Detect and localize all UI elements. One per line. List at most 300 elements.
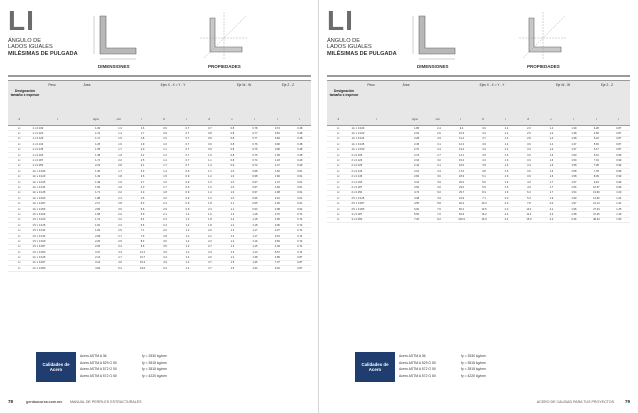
table-cell: LI [337, 202, 340, 206]
table-cell: LI [18, 126, 21, 130]
table-cell: 2.0 [118, 212, 122, 216]
table-cell: 0.7 [185, 164, 190, 168]
table-cell: 6.6 [140, 223, 145, 227]
table-cell: LI [18, 229, 21, 233]
table-cell: 1.4 [504, 132, 509, 136]
table-cell: 4.74 [414, 191, 420, 195]
table-cell: 37.25 [593, 212, 600, 216]
table-cell: 1½ x 0.109 [32, 212, 46, 216]
col-rz: r [618, 118, 620, 121]
col-t: t [57, 118, 59, 121]
table-cell: 1.2 [185, 223, 190, 227]
col-area: cm² [435, 118, 440, 121]
table-cell: 3.4 [208, 250, 212, 254]
table-cell: 1.4 [163, 159, 167, 163]
table-cell: 1.97 [571, 202, 577, 206]
table-cell: 9.02 [274, 266, 280, 270]
table-cell: 2 x 0.125 [351, 164, 363, 168]
table-cell: 4.3 [482, 159, 486, 163]
table-cell: 3.47 [95, 250, 101, 254]
table-cell: 3.0 [437, 159, 441, 163]
table-cell: 0.87 [297, 256, 303, 260]
table-cell: 1¾ x 0.109 [351, 126, 365, 130]
table-cell: LI [337, 191, 340, 195]
table-cell: 1.58 [571, 169, 577, 173]
table-cell: 6.4 [163, 266, 167, 270]
group-ww: Eje W - W [236, 83, 252, 87]
steel-grade-fy: fy = 4220 kg/cm² [142, 373, 168, 378]
table-cell: 1 x 0.187 [32, 159, 44, 163]
table-cell: 3.1 [140, 164, 145, 168]
table-cell: 2.2 [118, 218, 122, 222]
table-cell: 1¾ x 0.250 [32, 266, 46, 270]
table-cell: 0.98 [252, 175, 258, 179]
table-cell: 1.13 [252, 250, 258, 254]
table-cell: 2 x 0.109 [351, 153, 363, 157]
table-cell: 12.2 [459, 142, 465, 146]
table-cell: 3.3 [437, 169, 441, 173]
header-divider [327, 75, 630, 77]
column-headers [8, 118, 311, 124]
table-cell: 27.34 [593, 207, 600, 211]
table-cell: 6.41 [593, 153, 599, 157]
table-cell: 6.00 [414, 207, 420, 211]
table-cell: LI [337, 196, 340, 200]
table-cell: 1¾ x 0.187 [32, 261, 46, 265]
table-cell: LI [18, 132, 21, 136]
steel-grade-fy: fy = 3515 kg/cm² [142, 367, 168, 372]
table-cell: 3.7 [482, 137, 486, 141]
table-cell: 1.3 [118, 126, 122, 130]
right-table-body [327, 126, 630, 223]
table-cell: 1.8 [208, 223, 212, 227]
steel-grades-tag: Calidades de Acero [355, 352, 395, 382]
table-cell: 7.6 [140, 234, 145, 238]
table-cell: 1.9 [140, 142, 145, 146]
table-cell: 2.70 [274, 212, 280, 216]
table-cell: 1½ x 0.160 [32, 239, 46, 243]
table-cell: 1.6 [504, 175, 509, 179]
angle-properties-diagram [198, 10, 250, 62]
table-cell: 1.2 [185, 245, 190, 249]
col-iz: I [595, 118, 597, 121]
table-cell: LI [18, 207, 21, 211]
table-cell: 4.0 [118, 261, 122, 265]
table-cell: 3.0 [527, 142, 531, 146]
table-cell: 1.54 [571, 191, 577, 195]
table-cell: 1½ x 0.120 [32, 218, 46, 222]
table-cell: 4.9 [527, 185, 531, 189]
table-cell: 1.6 [140, 126, 145, 130]
table-cell: 7.0 [437, 212, 441, 216]
table-cell: 1.56 [571, 185, 577, 189]
table-cell: 3.06 [274, 223, 280, 227]
table-cell: 1.43 [95, 175, 101, 179]
table-cell: 1.1 [230, 202, 235, 206]
col-iz: I [276, 118, 278, 121]
table-cell: LI [337, 180, 340, 184]
table-cell: 1½ x 0.125 [32, 223, 46, 227]
table-cell: 1.50 [616, 218, 622, 222]
table-cell: 0.7 [185, 148, 190, 152]
table-cell: 1.30 [95, 169, 101, 173]
left-properties-table [8, 80, 311, 272]
table-cell: 0.48 [297, 142, 303, 146]
table-cell: 1.72 [274, 180, 280, 184]
table-cell: 6.4 [140, 218, 145, 222]
table-cell: 2.1 [208, 234, 212, 238]
table-cell: 1.18 [252, 212, 258, 216]
steel-grade-row [80, 353, 220, 360]
steel-grade-fy: fy = 2530 kg/cm² [461, 354, 487, 358]
table-cell: 2 x 0.145 [351, 175, 363, 179]
table-cell: 1.4 [549, 148, 554, 152]
table-cell: 1.8 [118, 175, 122, 179]
table-cell: 1.6 [504, 164, 509, 168]
table-cell: 2.2 [118, 159, 122, 163]
table-cell: 0.61 [297, 191, 303, 195]
table-cell: 2.29 [95, 239, 101, 243]
table-cell: 1.84 [274, 185, 280, 189]
table-cell: 3.08 [414, 196, 420, 200]
table-cell: 8.4 [482, 191, 486, 195]
table-cell: LI [337, 175, 340, 179]
table-cell: 1.6 [549, 153, 554, 157]
table-cell: 2.4 [437, 126, 441, 130]
table-cell: 1.05 [274, 153, 280, 157]
table-cell: 7.78 [593, 169, 599, 173]
table-cell: 0.81 [274, 132, 280, 136]
table-cell: 0.99 [616, 185, 622, 189]
table-cell: 1¾ x 0.145 [351, 142, 365, 146]
table-cell: 5.2 [118, 266, 122, 270]
table-cell: 1.49 [616, 212, 622, 216]
table-cell: 1.18 [252, 223, 258, 227]
col-d: d [337, 118, 340, 121]
col-s: S [482, 118, 484, 121]
table-cell: 2 x 0.120 [351, 159, 363, 163]
table-cell: 0.87 [616, 126, 622, 130]
table-cell: 0.72 [252, 164, 258, 168]
table-cell: 1.03 [95, 126, 101, 130]
right-header [327, 6, 630, 74]
table-cell: 0.74 [297, 234, 303, 238]
table-cell: 1 x 0.145 [32, 148, 44, 152]
table-cell: 10.7 [140, 256, 146, 260]
table-cell: 5.9 [140, 212, 145, 216]
table-cell: 1.1 [230, 207, 235, 211]
table-cell: 0.9 [208, 148, 212, 152]
table-cell: 2.3 [527, 126, 531, 130]
table-cell: 1.71 [95, 159, 101, 163]
table-cell: 3.4 [118, 245, 122, 249]
table-cell: 0.8 [208, 137, 212, 141]
table-cell: 8.39 [593, 175, 599, 179]
table-cell: 2½ x 0.250 [351, 207, 365, 211]
table-cell: 0.61 [297, 185, 303, 189]
table-cell: 1.4 [208, 191, 212, 195]
table-cell: 0.9 [185, 207, 190, 211]
table-cell: 1.4 [230, 256, 235, 260]
table-cell: 2.8 [118, 164, 122, 168]
steel-grade-fy: fy = 3515 kg/cm² [142, 360, 168, 365]
table-cell: 6.0 [437, 191, 441, 195]
table-cell: 81.9 [459, 212, 465, 216]
subtitle-line-1: ÁNGULO DE [327, 38, 360, 44]
table-cell: 1½ x 0.187 [32, 245, 46, 249]
table-cell: 4.39 [274, 245, 280, 249]
table-cell: 0.99 [616, 153, 622, 157]
table-cell: 2.3 [163, 202, 167, 206]
col-rw: r [573, 118, 574, 121]
table-cell: 2.36 [571, 218, 577, 222]
table-cell: 0.8 [230, 148, 235, 152]
subtitle-line-1: ÁNGULO DE [8, 38, 41, 44]
table-cell: 1.00 [616, 191, 622, 195]
table-cell: 3.6 [118, 207, 122, 211]
table-cell: 7.28 [593, 164, 599, 168]
table-cell: 0.9 [208, 142, 212, 146]
table-cell: 9.4 [459, 126, 464, 130]
table-cell: 1.15 [252, 245, 258, 249]
col-kgm: kg/m [93, 118, 99, 121]
table-cell: 0.9 [163, 132, 167, 136]
table-cell: 3.6 [437, 175, 441, 179]
table-cell: 0.74 [297, 239, 303, 243]
table-cell: 1.6 [504, 159, 509, 163]
group-zz: Eje Z - Z [600, 83, 614, 87]
table-cell: 1.7 [118, 169, 122, 173]
table-cell: 1.7 [140, 132, 145, 136]
angle-dimension-diagram [409, 10, 461, 62]
table-cell: 4.28 [593, 126, 599, 130]
table-cell: 1.3 [208, 180, 212, 184]
table-cell: 1.4 [549, 126, 554, 130]
table-cell: 0.97 [252, 191, 258, 195]
table-cell: 1¾ x 0.120 [351, 132, 365, 136]
table-cell: 1¼ x 0.120 [32, 175, 46, 179]
table-cell: 1.37 [571, 148, 577, 152]
table-cell: 3.0 [163, 239, 167, 243]
table-cell: 60.2 [459, 207, 465, 211]
table-cell: 1.39 [571, 126, 577, 130]
col-kgm: kg/m [412, 118, 418, 121]
col-d: d [18, 118, 21, 121]
table-cell: LI [18, 218, 21, 222]
table-cell: 4.7 [208, 266, 212, 270]
table-cell: 10.57 [593, 185, 600, 189]
table-cell: 1.5 [230, 261, 235, 265]
table-cell: 2.13 [95, 256, 101, 260]
table-cell: 0.8 [230, 142, 235, 146]
table-cell: 0.7 [185, 137, 190, 141]
table-cell: 2.7 [208, 245, 212, 249]
table-cell: 1.99 [571, 196, 577, 200]
table-cell: 1.0 [208, 153, 212, 157]
table-cell: 46.4 [459, 202, 465, 206]
table-cell: 0.99 [616, 175, 622, 179]
table-cell: 1.6 [549, 175, 554, 179]
table-cell: 2.5 [527, 132, 531, 136]
table-cell: 2.82 [414, 175, 420, 179]
subtitle-line-3: MILÉSIMAS DE PULGADA [8, 50, 78, 57]
table-cell: 5.50 [414, 212, 420, 216]
table-cell: 1¾ x 0.134 [351, 137, 365, 141]
table-cell: LI [337, 126, 340, 130]
table-cell: 0.62 [297, 207, 303, 211]
table-cell: 0.75 [252, 153, 258, 157]
designation-header: Designación tamaño x espesor [10, 89, 40, 98]
group-area: Área [402, 83, 410, 87]
table-cell: 4.89 [274, 256, 280, 260]
table-cell: 0.74 [297, 212, 303, 216]
table-cell: 1.4 [208, 164, 212, 168]
table-cell: 23.0 [459, 185, 465, 189]
table-cell: LI [18, 261, 21, 265]
table-cell: 2 x 0.134 [351, 169, 363, 173]
table-cell: 2.04 [414, 132, 420, 136]
table-cell: 0.78 [252, 126, 258, 130]
table-cell: 21.14 [593, 202, 600, 206]
table-cell: 1.4 [504, 142, 509, 146]
table-cell: 3.6 [527, 169, 531, 173]
properties-caption: PROPIEDADES [527, 64, 560, 69]
col-rz: r [299, 118, 301, 121]
table-cell: 2½ x 0.187 [351, 202, 365, 206]
table-cell: 2 x 0.250 [351, 191, 363, 195]
table-cell: 1.2 [230, 223, 235, 227]
subtitle-line-2: LADOS IGUALES [327, 44, 372, 51]
table-cell: 1.6 [163, 180, 167, 184]
steel-grade-name: Acero ASTM A 529 G 50 [80, 360, 117, 365]
table-cell: 3.60 [414, 185, 420, 189]
table-cell: 5.63 [593, 142, 599, 146]
table-cell: 2.1 [549, 207, 554, 211]
table-cell: 3.9 [482, 153, 486, 157]
table-cell: 2 x 0.160 [351, 180, 363, 184]
table-cell: LI [337, 159, 340, 163]
table-cell: 4.69 [593, 132, 599, 136]
table-cell: LI [337, 185, 340, 189]
col-x: x [550, 118, 552, 121]
table-cell: 2.4 [504, 212, 509, 216]
table-cell: LI [18, 256, 21, 260]
table-cell: 2.23 [95, 164, 101, 168]
table-cell: 1.2 [185, 234, 190, 238]
table-cell: 1.9 [118, 153, 122, 157]
table-cell: 1.5 [118, 137, 122, 141]
table-cell: 1.3 [208, 185, 212, 189]
table-cell: 1.38 [252, 256, 258, 260]
steel-grade-name: Acero ASTM A 572 G 60 [399, 373, 436, 378]
table-cell: 3.4 [527, 164, 531, 168]
table-cell: 1.49 [95, 180, 101, 184]
table-cell: 1.6 [504, 169, 509, 173]
table-cell: 1.5 [163, 175, 167, 179]
table-cell: 0.61 [297, 196, 303, 200]
col-r: r [186, 118, 188, 121]
table-cell: 2.1 [163, 212, 167, 216]
table-cell: 1.24 [616, 196, 622, 200]
table-cell: LI [18, 212, 21, 216]
table-cell: 1.2 [185, 239, 190, 243]
table-cell: 3.7 [208, 261, 212, 265]
table-cell: 1.95 [571, 207, 577, 211]
left-table-body [8, 126, 311, 272]
table-cell: 3.0 [482, 126, 486, 130]
table-cell: 3.4 [437, 148, 441, 152]
table-cell: 3.9 [527, 175, 531, 179]
table-cell: 14.1 [459, 153, 465, 157]
table-cell: 0.76 [252, 142, 258, 146]
table-header [327, 80, 630, 126]
table-cell: 9.5 [140, 245, 145, 249]
table-cell: 1.37 [571, 142, 577, 146]
right-properties-table [327, 80, 630, 223]
table-cell: 1.36 [252, 261, 258, 265]
header-divider [8, 75, 311, 77]
table-cell: 48.34 [593, 218, 600, 222]
col-x: x [231, 118, 233, 121]
table-cell: 2.3 [118, 223, 122, 227]
steel-grades-tag: Calidades de Acero [36, 352, 76, 382]
table-cell: 1¼ x 0.145 [32, 191, 46, 195]
steel-grades-box [355, 352, 535, 382]
table-cell: 1.18 [252, 218, 258, 222]
table-cell: 0.8 [230, 137, 235, 141]
table-cell: 2.4 [549, 218, 554, 222]
table-cell: 0.99 [616, 169, 622, 173]
table-cell: 2.2 [118, 191, 122, 195]
table-cell: 0.9 [185, 196, 190, 200]
table-cell: 0.76 [252, 148, 258, 152]
table-cell: 15.2 [481, 212, 487, 216]
table-cell: LI [18, 185, 21, 189]
table-cell: 1.0 [230, 175, 235, 179]
table-cell: 2.2 [140, 153, 145, 157]
table-cell: LI [337, 212, 340, 216]
table-cell: 2.0 [118, 185, 122, 189]
table-cell: LI [18, 164, 21, 168]
table-cell: 2.5 [140, 159, 145, 163]
table-cell: 1.6 [504, 153, 509, 157]
table-cell: 1.5 [230, 266, 235, 270]
table-cell: 3.27 [274, 229, 280, 233]
table-cell: 0.9 [185, 169, 190, 173]
table-cell: 1.0 [230, 185, 235, 189]
col-z: Z [208, 118, 211, 121]
table-cell: 1 x 0.160 [32, 153, 44, 157]
table-cell: 1.4 [163, 169, 167, 173]
table-cell: LI [18, 239, 21, 243]
table-cell: 13.4 [459, 148, 465, 152]
table-cell: 0.84 [274, 137, 280, 141]
table-cell: 0.61 [297, 169, 303, 173]
table-cell: 1.4 [504, 126, 509, 130]
section-code: LI [8, 5, 35, 36]
table-cell: 4.9 [163, 261, 167, 265]
table-cell: 0.9 [185, 185, 190, 189]
table-cell: 1 x 0.250 [32, 164, 44, 168]
column-headers [327, 118, 630, 124]
col-area: cm² [116, 118, 121, 121]
table-cell: 1.0 [230, 191, 235, 195]
left-header [8, 6, 311, 74]
table-cell: LI [18, 191, 21, 195]
table-cell: 0.77 [252, 137, 258, 141]
table-cell: 2.3 [163, 218, 167, 222]
steel-grade-fy: fy = 3515 kg/cm² [461, 367, 487, 372]
